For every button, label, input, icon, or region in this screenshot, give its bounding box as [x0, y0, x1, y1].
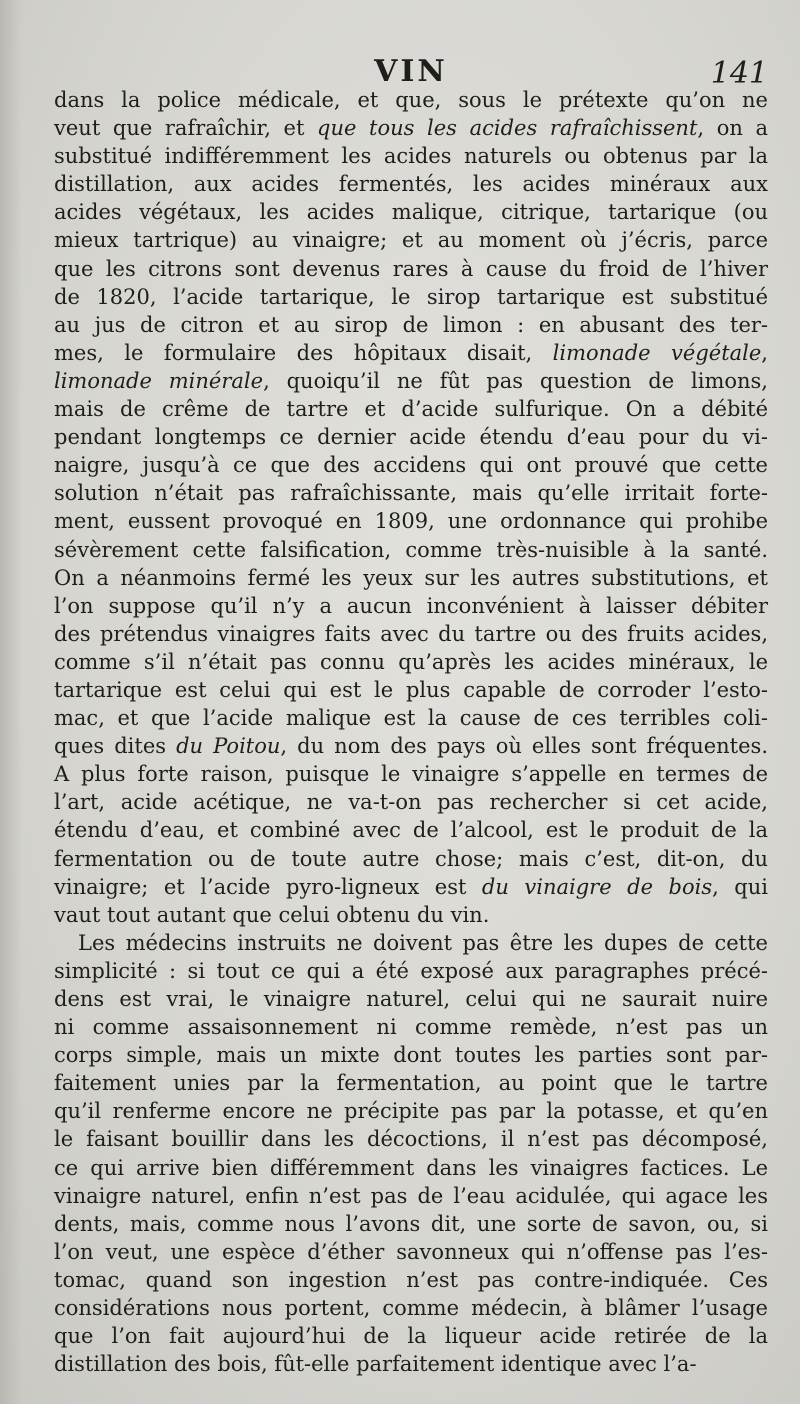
paragraph [54, 929, 768, 1379]
text-run: le faisant bouillir dans les décoctions, il n’est pas décomposé, [54, 1127, 768, 1152]
italic-text: du vinaigre de bois [481, 874, 713, 899]
text-run: acides végétaux, les acides malique, citrique, tartarique (ou [54, 200, 768, 225]
text-run: corps simple, mais un mixte dont toutes les parties sont par- [54, 1043, 768, 1068]
text-run: simplicité : si tout ce qui a été exposé aux paragraphes précé- [54, 958, 768, 983]
text-line [54, 114, 768, 142]
text-line [54, 1350, 768, 1378]
text-run: comme s’il n’était pas connu qu’après les acides minéraux, le [54, 649, 768, 674]
text-run: mes, le formulaire des hôpitaux disait, [54, 340, 553, 365]
text-line [54, 592, 768, 620]
text-line [54, 507, 768, 535]
text-run: mac, et que l’acide malique est la cause de ces terribles coli- [54, 706, 768, 731]
text-line [54, 1013, 768, 1041]
text-line [54, 311, 768, 339]
text-line [54, 1322, 768, 1350]
text-line [54, 1125, 768, 1153]
text-run: l’art, acide acétique, ne va-t-on pas rechercher si cet acide, [54, 790, 768, 815]
text-line [54, 255, 768, 283]
italic-text: du Poitou [176, 734, 281, 759]
italic-text: limonade végétale [552, 340, 762, 365]
text-run: naigre, jusqu’à ce que des accidens qui ont prouvé que cette [54, 453, 768, 478]
text-run: de 1820, l’acide tartarique, le sirop tartarique est substitué [54, 284, 768, 309]
text-run: dens est vrai, le vinaigre naturel, celui qui ne saurait nuire [54, 987, 768, 1011]
text-run: veut que rafraîchir, et [54, 116, 318, 141]
text-line [54, 1238, 768, 1266]
italic-text: limonade minérale [54, 368, 264, 393]
text-run: vinaigre naturel, enfin n’est pas de l’eau acidulée, qui agace les [54, 1183, 768, 1208]
paragraph [54, 86, 768, 929]
text-line [54, 788, 768, 816]
text-run: ment, eussent provoqué en 1809, une ordonnance qui prohibe [54, 509, 768, 534]
text-line [54, 86, 768, 114]
text-line [54, 395, 768, 423]
text-line [54, 1210, 768, 1238]
text-run: considérations nous portent, comme médecin, à blâmer l’usage [54, 1296, 768, 1321]
text-line [54, 283, 768, 311]
text-run: distillation, aux acides fermentés, les acides minéraux aux [54, 172, 768, 197]
text-line [54, 1266, 768, 1294]
text-run: vinaigre; et l’acide pyro-ligneux est [54, 874, 482, 899]
text-line [54, 226, 768, 254]
text-line [54, 536, 768, 564]
text-line [54, 873, 768, 901]
text-run: mieux tartrique) au vinaigre; et au moment où j’écris, parce [54, 228, 768, 253]
text-run: l’on suppose qu’il n’y a aucun inconvénient à laisser débiter [54, 593, 768, 618]
text-line [54, 620, 768, 648]
text-run: qu’il renferme encore ne précipite pas par la potasse, et qu’en [54, 1099, 768, 1124]
text-line [54, 676, 768, 704]
text-line [54, 845, 768, 873]
text-run: l’on veut, une espèce d’éther savonneux qui n’offense pas l’es- [54, 1239, 768, 1264]
text-line [54, 564, 768, 592]
text-line [54, 929, 768, 957]
text-line [54, 1069, 768, 1097]
text-run: dents, mais, comme nous l’avons dit, une sorte de savon, ou, si [54, 1211, 768, 1236]
text-line [54, 985, 768, 1013]
text-line [54, 1182, 768, 1210]
text-line [54, 142, 768, 170]
text-line [54, 339, 768, 367]
text-run: mais de crême de tartre et d’acide sulfurique. On a débité [54, 397, 768, 422]
text-run: que les citrons sont devenus rares à cause du froid de l’hiver [54, 256, 768, 281]
text-run: dans la police médicale, et que, sous le prétexte qu’on ne [54, 88, 768, 112]
text-run: que l’on fait aujourd’hui de la liqueur acide retirée de la [54, 1324, 768, 1349]
text-run: ni comme assaisonnement ni comme remède, n’est pas un [54, 1015, 768, 1040]
text-run: tomac, quand son ingestion n’est pas contre-indiquée. Ces [54, 1267, 768, 1292]
text-line [54, 170, 768, 198]
text-line [54, 1097, 768, 1125]
text-line [54, 760, 768, 788]
text-run: , on a [697, 116, 769, 141]
text-line [54, 479, 768, 507]
text-run: fermentation ou de toute autre chose; mais c’est, dit-on, du [54, 846, 768, 871]
text-line [54, 198, 768, 226]
text-line [54, 1041, 768, 1069]
text-line [54, 816, 768, 844]
text-run: au jus de citron et au sirop de limon : en abusant des ter- [54, 312, 768, 337]
text-run: des prétendus vinaigres faits avec du tartre ou des fruits acides, [54, 621, 768, 646]
text-run: tartarique est celui qui est le plus capable de corroder l’esto- [54, 677, 768, 702]
text-run: solution n’était pas rafraîchissante, mais qu’elle irritait forte- [54, 481, 768, 506]
text-run: , quoiqu’il ne fût pas question de limons, [263, 368, 768, 393]
text-run: Les médecins instruits ne doivent pas être les dupes de cette [78, 930, 768, 955]
text-line [54, 1154, 768, 1182]
text-run: substitué indifféremment les acides naturels ou obtenus par la [54, 144, 768, 169]
text-run: vaut tout autant que celui obtenu du vin. [54, 902, 490, 927]
text-line [54, 901, 768, 929]
text-line [54, 704, 768, 732]
text-run: ques dites [54, 734, 177, 759]
page-gutter-shadow [0, 0, 22, 1404]
text-run: étendu d’eau, et combiné avec de l’alcool, est le produit de la [54, 818, 768, 843]
text-line [54, 451, 768, 479]
text-line [54, 648, 768, 676]
text-run: pendant longtemps ce dernier acide étendu d’eau pour du vi- [54, 425, 768, 450]
text-run: On a néanmoins fermé les yeux sur les autres substitutions, et [54, 565, 768, 590]
body-text [54, 86, 768, 1378]
text-line [54, 367, 768, 395]
text-run: ce qui arrive bien différemment dans les vinaigres factices. Le [54, 1155, 768, 1180]
text-run: A plus forte raison, puisque le vinaigre s’appelle en termes de [54, 762, 768, 787]
page-number: 141 [710, 56, 768, 91]
text-run: faitement unies par la fermentation, au point que le tartre [54, 1071, 768, 1096]
text-run: , du nom des pays où elles sont fréquentes. [280, 734, 768, 759]
text-run: , qui [712, 874, 768, 899]
text-run: , [761, 340, 768, 365]
text-line [54, 732, 768, 760]
running-head: VIN [374, 54, 448, 89]
text-line [54, 957, 768, 985]
text-line [54, 1294, 768, 1322]
text-run: distillation des bois, fût-elle parfaitement identique avec l’a- [54, 1352, 697, 1377]
text-run: sévèrement cette falsification, comme très-nuisible à la santé. [54, 537, 768, 562]
text-line [54, 423, 768, 451]
italic-text: que tous les acides rafraîchissent [317, 116, 698, 141]
